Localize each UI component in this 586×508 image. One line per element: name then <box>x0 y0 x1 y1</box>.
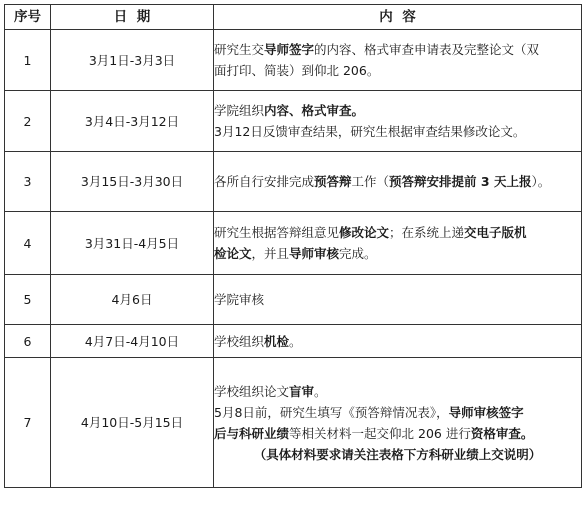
row-number: 3 <box>5 152 51 212</box>
content-text: 学校组织 <box>214 333 265 349</box>
content-line <box>214 121 581 142</box>
content-text: 学院组织 <box>214 103 265 118</box>
row-date: 3月4日-3月12日 <box>51 91 214 152</box>
content-line <box>214 444 581 465</box>
table-header-row <box>5 5 582 30</box>
header-date: 日 期 <box>51 5 214 30</box>
content-text: ）。 <box>531 174 551 189</box>
emphasis-text: 内容、格式审查。 <box>264 103 365 118</box>
table-row <box>5 275 582 325</box>
table-row <box>5 30 582 91</box>
row-content <box>214 152 582 212</box>
content-text: 研究生根据答辩组意见 <box>214 225 340 240</box>
content-line <box>214 423 581 444</box>
content-text: 的内容、格式审查申请表及完整论文（双 <box>314 42 540 57</box>
row-date: 4月10日-5月15日 <box>51 358 214 488</box>
emphasis-text: 导师签字 <box>264 42 315 57</box>
content-text: 5月8日前，研究生填写《预答辩情况表》， <box>214 404 449 420</box>
header-content: 内 容 <box>214 5 582 30</box>
schedule-table <box>4 4 582 488</box>
content-line <box>214 289 581 310</box>
table-row <box>5 358 582 488</box>
row-date: 3月15日-3月30日 <box>51 152 214 212</box>
emphasis-text: 修改论文 <box>339 225 390 240</box>
content-line <box>214 39 581 60</box>
emphasis-text: 资格审查。 <box>470 425 534 441</box>
content-text: 等相关材料一起交仰北 206 进行 <box>289 425 471 441</box>
content-line <box>214 100 581 121</box>
content-text: 。 <box>314 383 327 399</box>
emphasis-text: 预答辩安排提前 3 天上报 <box>389 174 532 189</box>
table-row <box>5 152 582 212</box>
content-text: 。 <box>289 333 302 349</box>
content-line <box>214 243 581 264</box>
content-line <box>214 222 581 243</box>
content-line <box>214 331 581 352</box>
row-content <box>214 91 582 152</box>
table-row <box>5 325 582 358</box>
header-serial-number: 序号 <box>5 5 51 30</box>
table-row <box>5 91 582 152</box>
row-content <box>214 325 582 358</box>
row-date: 3月1日-3月3日 <box>51 30 214 91</box>
row-number: 7 <box>5 358 51 488</box>
content-text: ；在系统上递 <box>389 225 465 240</box>
row-content <box>214 275 582 325</box>
content-line <box>214 171 581 192</box>
content-text: 工作（ <box>351 174 390 189</box>
row-content <box>214 212 582 275</box>
row-content <box>214 358 582 488</box>
content-text: 3月12日反馈审查结果，研究生根据审查结果修改论文。 <box>214 124 526 139</box>
content-text: 面打印、简装）到仰北 206。 <box>214 63 380 78</box>
emphasis-text: 检论文 <box>214 246 252 261</box>
content-line <box>214 381 581 402</box>
row-number: 5 <box>5 275 51 325</box>
row-date: 4月6日 <box>51 275 214 325</box>
content-text: 完成。 <box>339 246 377 261</box>
content-text: 学校组织论文 <box>214 383 290 399</box>
emphasis-text: 交电子版机 <box>464 225 527 240</box>
content-line <box>214 60 581 81</box>
content-text: 学院审核 <box>214 292 265 307</box>
emphasis-text: （具体材料要求请关注表格下方科研业绩上交说明） <box>253 446 542 462</box>
row-number: 1 <box>5 30 51 91</box>
emphasis-text: 导师审核 <box>289 246 340 261</box>
emphasis-text: 后与科研业绩 <box>214 425 290 441</box>
content-text: ，并且 <box>251 246 290 261</box>
table-body <box>5 30 582 488</box>
content-text: 各所自行安排完成 <box>214 174 315 189</box>
row-content <box>214 30 582 91</box>
emphasis-text: 导师审核签字 <box>448 404 524 420</box>
row-number: 6 <box>5 325 51 358</box>
row-date: 4月7日-4月10日 <box>51 325 214 358</box>
table-row <box>5 212 582 275</box>
emphasis-text: 盲审 <box>289 383 315 399</box>
row-number: 4 <box>5 212 51 275</box>
content-text: 研究生交 <box>214 42 265 57</box>
row-date: 3月31日-4月5日 <box>51 212 214 275</box>
content-line <box>214 402 581 423</box>
emphasis-text: 机检 <box>264 333 290 349</box>
emphasis-text: 预答辩 <box>314 174 352 189</box>
row-number: 2 <box>5 91 51 152</box>
